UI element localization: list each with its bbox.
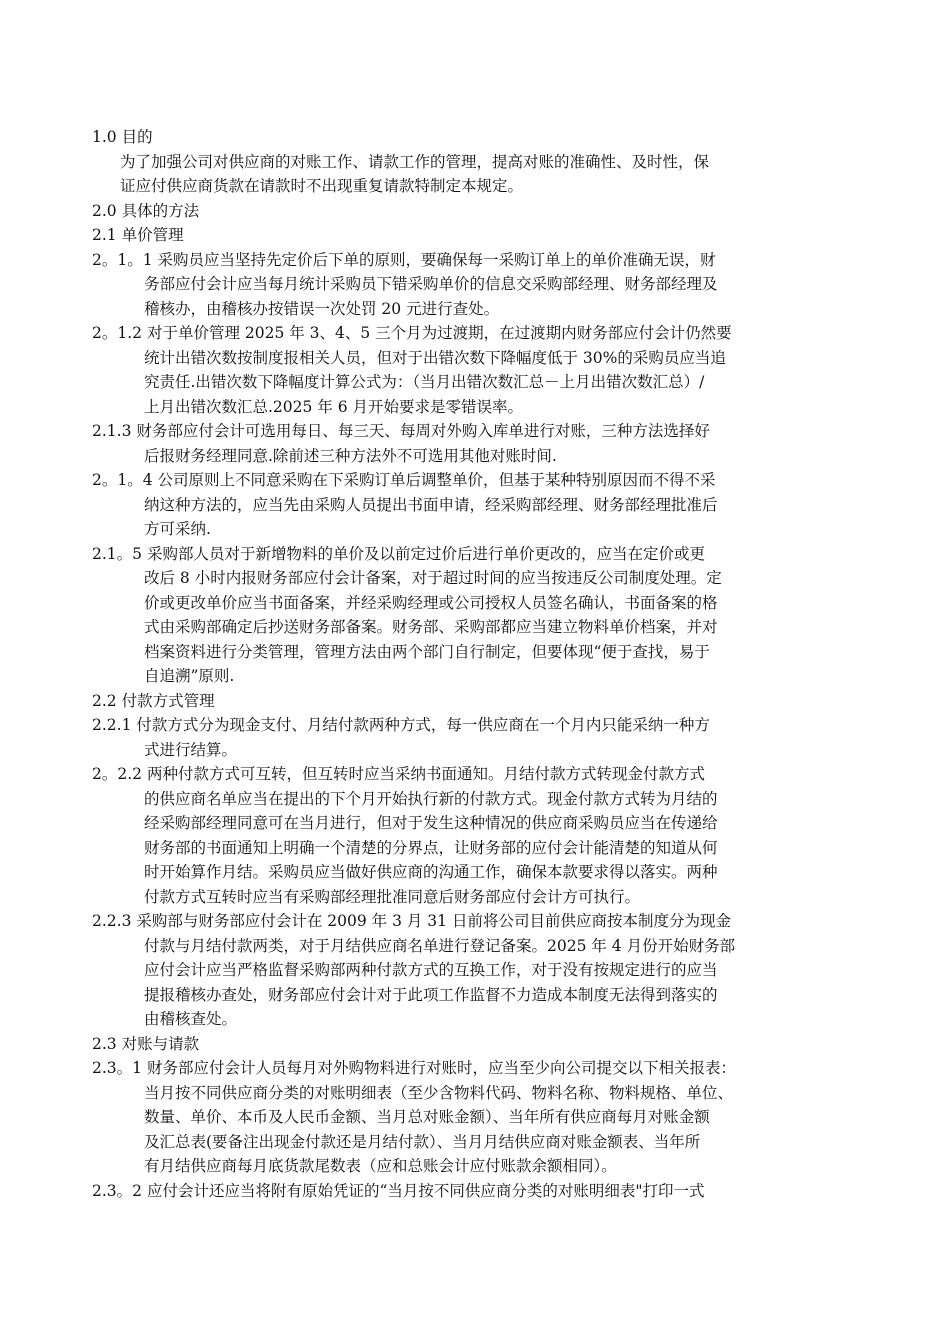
clause-first-line: 2.3。2 应付会计还应当将附有原始凭证的“当月按不同供应商分类的对账明细表"打印一式: [92, 1181, 705, 1200]
body-text-line: 为了加强公司对供应商的对账工作、请款工作的管理，提高对账的准确性、及时性，保: [120, 152, 710, 171]
clause-continuation-line: 及汇总表(要备注出现金付款还是月结付款）、当月月结供应商对账金额表、当年所: [144, 1132, 701, 1151]
clause-first-line: 2.3。1 财务部应付会计人员每月对外购物料进行对账时，应当至少向公司提交以下相关报表：: [92, 1059, 736, 1077]
section-heading: 2.2 付款方式管理: [92, 691, 215, 710]
clause-item: [92, 1179, 872, 1204]
clause-continuation-line: 究责任.出错次数下降幅度计算公式为：（当月出错次数汇总－上月出错次数汇总）/: [144, 373, 705, 391]
clause-continuation-line: 财务部的书面通知上明确一个清楚的分界点，让财务部的应付会计能清楚的知道从何: [144, 838, 718, 857]
clause-item: [92, 248, 872, 322]
clause-continuation-line: 由稽核查处。: [144, 1010, 238, 1028]
section-heading: 1.0 目的: [92, 128, 153, 146]
clause-item: [92, 713, 872, 762]
clause-continuation-line: 后报财务经理同意.除前述三种方法外不可选用其他对账时间.: [144, 446, 557, 465]
clause-continuation-line: 经采购部经理同意可在当月进行，但对于发生这种情况的供应商采购员应当在传递给: [144, 814, 718, 832]
clause-continuation-line: 自追溯”原则.: [144, 667, 235, 685]
clause-continuation-line: 时开始算作月结。采购员应当做好供应商的沟通工作，确保本款要求得以落实。两种: [144, 863, 718, 881]
clause-continuation-line: 数量、单价、本币及人民币金额、当月总对账金额）、当年所有供应商每月对账金额: [144, 1108, 710, 1126]
clause-item: [92, 542, 872, 689]
clause-item: [92, 762, 872, 909]
clause-first-line: 2.2.3 采购部与财务部应付会计在 2009 年 3 月 31 日前将公司目前供应商按本制度分为现金: [92, 912, 731, 930]
clause-first-line: 2。2.2 两种付款方式可互转，但互转时应当采纳书面通知。月结付款方式转现金付款方式: [92, 765, 705, 783]
clause-item: [92, 468, 872, 542]
clause-continuation-line: 改后 8 小时内报财务部应付会计备案，对于超过时间的应当按违反公司制度处理。定: [144, 569, 722, 587]
section-heading: 2.0 具体的方法: [92, 201, 200, 220]
clause-continuation-line: 付款方式互转时应当有采购部经理批准同意后财务部应付会计方可执行。: [144, 887, 641, 906]
clause-continuation-line: 档案资料进行分类管理，管理方法由两个部门自行制定，但要体现“便于查找，易于: [144, 642, 710, 661]
clause-item: [92, 321, 872, 419]
section-heading: 2.1 单价管理: [92, 226, 184, 244]
body-text-line: 证应付供应商货款在请款时不出现重复请款特制定本规定。: [120, 177, 524, 195]
clause-continuation-line: 上月出错次数汇总.2025 年 6 月开始要求是零错误率。: [144, 397, 524, 416]
document-body: [92, 125, 872, 1203]
clause-continuation-line: 式进行结算。: [144, 740, 238, 759]
clause-item: [92, 419, 872, 468]
clause-continuation-line: 统计出错次数按制度报相关人员，但对于出错次数下降幅度低于 30%的采购员应当追: [144, 348, 726, 367]
clause-continuation-line: 有月结供应商每月底货款尾数表（应和总账会计应付账款余额相同）。: [144, 1157, 617, 1175]
clause-first-line: 2。1.2 对于单价管理 2025 年 3、4、5 三个月为过渡期，在过渡期内财务部应付会计仍然要: [92, 324, 732, 342]
clause-continuation-line: 应付会计应当严格监督采购部两种付款方式的互换工作，对于没有按规定进行的应当: [144, 961, 718, 979]
clause-continuation-line: 稽核办，由稽核办按错误一次处罚 20 元进行查处。: [144, 299, 500, 318]
clause-item: [92, 909, 872, 1032]
clause-first-line: 2.1。5 采购部人员对于新增物料的单价及以前定过价后进行单价更改的，应当在定价或更: [92, 544, 705, 563]
clause-continuation-line: 付款与月结付款两类，对于月结供应商名单进行登记备案。2025 年 4 月份开始财务部: [144, 936, 736, 955]
clause-continuation-line: 务部应付会计应当每月统计采购员下错采购单价的信息交采购部经理、财务部经理及: [144, 275, 718, 293]
clause-first-line: 2.2.1 付款方式分为现金支付、月结付款两种方式，每一供应商在一个月内只能采纳一种方: [92, 716, 710, 734]
clause-continuation-line: 式由采购部确定后抄送财务部备案。财务部、采购部都应当建立物料单价档案，并对: [144, 618, 718, 636]
clause-continuation-line: 的供应商名单应当在提出的下个月开始执行新的付款方式。现金付款方式转为月结的: [144, 789, 718, 808]
clause-first-line: 2。1。4 公司原则上不同意采购在下采购订单后调整单价，但基于某种特别原因而不得不采: [92, 471, 716, 489]
clause-continuation-line: 提报稽核办查处，财务部应付会计对于此项工作监督不力造成本制度无法得到落实的: [144, 985, 718, 1004]
clause-continuation-line: 当月按不同供应商分类的对账明细表（至少含物料代码、物料名称、物料规格、单位、: [144, 1083, 734, 1102]
section-heading: 2.3 对账与请款: [92, 1034, 200, 1053]
clause-item: [92, 1056, 872, 1179]
clause-first-line: 2。1。1 采购员应当坚持先定价后下单的原则，要确保每一采购订单上的单价准确无误，财: [92, 250, 716, 269]
clause-continuation-line: 价或更改单价应当书面备案，并经采购经理或公司授权人员签名确认，书面备案的格: [144, 593, 718, 612]
clause-continuation-line: 方可采纳.: [144, 520, 211, 538]
clause-continuation-line: 纳这种方法的，应当先由采购人员提出书面申请，经采购部经理、财务部经理批准后: [144, 495, 718, 514]
clause-first-line: 2.1.3 财务部应付会计可选用每日、每三天、每周对外购入库单进行对账，三种方法选择好: [92, 422, 710, 440]
